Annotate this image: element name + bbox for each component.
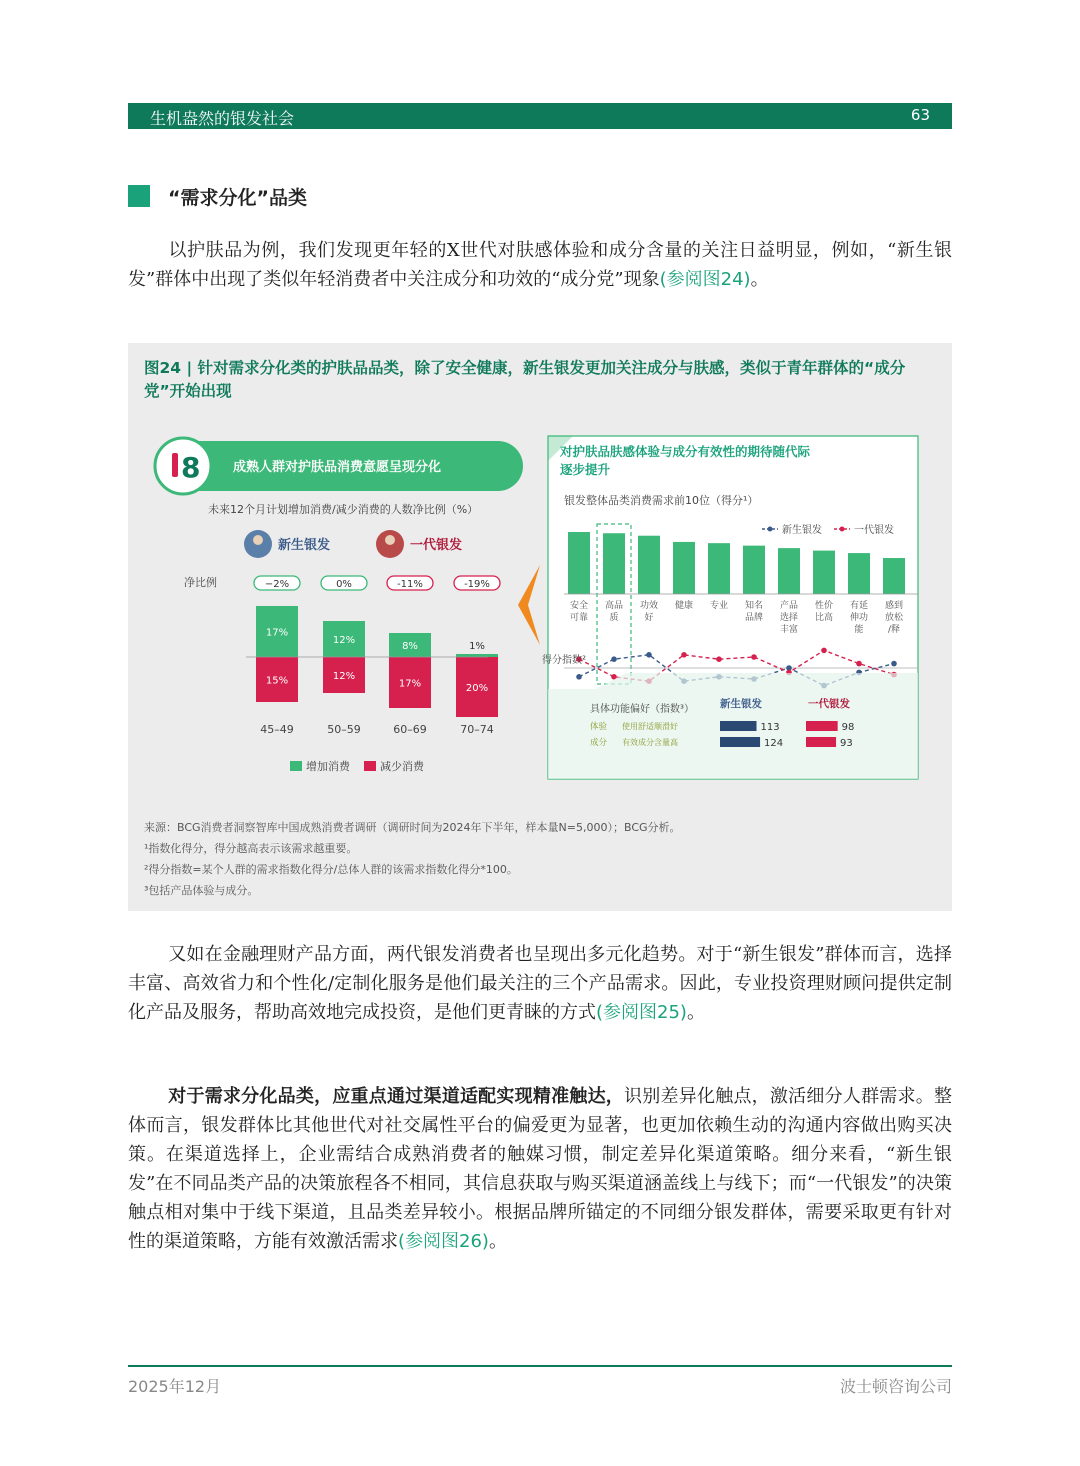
legend-decrease-swatch [364, 761, 376, 771]
demand-category-label: 放松 [884, 613, 904, 623]
index-point [891, 661, 897, 667]
func-bar-old [806, 737, 836, 747]
figure-25-reference-link[interactable]: (参阅图25) [596, 1002, 687, 1023]
demand-bar [603, 533, 625, 594]
demand-category-label: 知名 [744, 601, 764, 611]
new-silver-avatar-face [253, 535, 263, 545]
right-title-line1: 对护肤品肤感体验与成分有效性的期待随代际 [560, 444, 811, 459]
net-ratio-value: 0% [336, 579, 352, 590]
demand-bar [743, 546, 765, 594]
banner-text: 成熟人群对护肤品消费意愿呈现分化 [233, 460, 442, 475]
func-bar-old [806, 721, 838, 731]
index-point [611, 656, 617, 662]
demand-category-label: 比高 [814, 613, 834, 623]
index-point [681, 652, 687, 658]
legend-decrease: 减少消费 [380, 760, 424, 773]
bar-decrease-label: 15% [265, 675, 289, 687]
orange-chevron-arrow [518, 565, 540, 645]
section-title: “需求分化”品类 [168, 187, 307, 209]
demand-category-label: 功效 [639, 601, 659, 611]
right-title-line2: 逐步提升 [560, 462, 611, 477]
section-marker [128, 185, 150, 207]
legend-increase: 增加消费 [306, 760, 350, 773]
func-row-desc: 使用舒适顺滑好 [622, 722, 678, 731]
paragraph-1-text: 以护肤品为例，我们发现更年轻的X世代对肤感体验和成分含量的关注日益明显，例如，“新生银发”群体中出现了类似年轻消费者中关注成分和功效的“成分党”现象 [128, 240, 952, 290]
demand-category-label: /释 [887, 625, 901, 635]
paragraph-3-bold: 对于需求分化品类，应重点通过渠道适配实现精准触达， [168, 1086, 625, 1107]
demand-category-label: 健康 [674, 601, 694, 611]
figure-26-reference-link[interactable]: (参阅图26) [398, 1231, 489, 1252]
demand-category-label: 感到 [884, 601, 904, 611]
paragraph-3-text: 识别差异化触点，激活细分人群需求。整体而言，银发群体比其他世代对社交属性平台的偏爱更为显著，也更加依赖生动的沟通内容做出购买决策。在渠道选择上，企业需结合成熟消费者的触媒习惯，制定差异化渠道策略。细分来看，“新生银发”在不同品类产品的决策旅程各不相同，其信息获取与购买渠道涵盖线上与线下；而“一代银发”的决策触点相对集中于线下渠道，且品类差异较小。根据品牌所锚定的不同细分银发群体，需要采取更有针对性的渠道策略，方能有效激活需求 [128, 1086, 952, 1252]
figure-title: 图24 | 针对需求分化类的护肤品品类，除了安全健康，新生银发更加关注成分与肤感，类似于青年群体的“成分党”开始出现 [144, 359, 906, 400]
paragraph-2-text: 又如在金融理财产品方面，两代银发消费者也呈现出多元化趋势。对于“新生银发”群体而言，选择丰富、高效省力和个性化/定制化服务是他们最关注的三个产品需求。因此，专业投资理财顾问提供定制化产品及服务，帮助高效地完成投资，是他们更青睐的方式 [128, 944, 952, 1023]
index-point [646, 652, 652, 658]
index-point [856, 661, 862, 667]
figure-24 [128, 343, 952, 911]
age-label: 50–59 [327, 723, 361, 736]
demand-category-label: 伸功 [849, 613, 869, 623]
group-old-label: 一代银发 [410, 538, 463, 553]
demand-category-label: 质 [609, 613, 619, 623]
figure-note-1: ¹指数化得分，得分越高表示该需求越重要。 [144, 842, 358, 855]
bar-increase [456, 654, 498, 657]
legend-old: 一代银发 [854, 525, 894, 536]
func-row-category: 体验 [590, 722, 608, 732]
demand-category-label: 可靠 [569, 613, 589, 623]
func-row-category: 成分 [590, 738, 608, 748]
demand-category-label: 专业 [709, 601, 729, 611]
figure-24-reference-link[interactable]: (参阅图24) [659, 269, 751, 290]
demand-category-label: 安全 [569, 601, 589, 611]
demand-bar [883, 558, 905, 594]
net-ratio-value: −2% [264, 579, 290, 590]
left-panel [155, 438, 523, 773]
header-title: 生机盎然的银发社会 [150, 109, 295, 128]
legend-new: 新生银发 [782, 525, 822, 536]
legend-increase-swatch [290, 761, 302, 771]
func-col-new: 新生银发 [720, 698, 762, 710]
bar-increase-label: 17% [265, 627, 289, 639]
banner-icon-glyph: 8 [181, 451, 201, 484]
func-bar-new [720, 737, 760, 747]
age-label: 60–69 [393, 723, 427, 736]
age-label: 70–74 [460, 723, 494, 736]
demand-bar [638, 536, 660, 594]
paragraph-2 [128, 940, 952, 1027]
page-number: 63 [910, 106, 930, 124]
paragraph-2-end: 。 [686, 1002, 705, 1023]
demand-category-label: 产品 [779, 601, 799, 611]
paragraph-1-end: 。 [750, 269, 769, 290]
func-title: 具体功能偏好（指数³） [590, 704, 695, 715]
demand-bar [848, 553, 870, 594]
left-bar-chart [246, 576, 500, 736]
old-silver-avatar-face [385, 535, 395, 545]
index-point [751, 654, 757, 660]
func-row-desc: 有效成分含量高 [622, 738, 678, 747]
bar-increase-label: 8% [402, 641, 418, 652]
bar-decrease-label: 17% [398, 678, 422, 690]
figure-note-3: ³包括产品体验与成分。 [144, 884, 259, 897]
demand-category-label: 性价 [814, 601, 834, 611]
bar-increase-label: 12% [332, 635, 356, 646]
group-new-label: 新生银发 [278, 538, 331, 553]
demand-bar [778, 548, 800, 594]
demand-bar [813, 551, 835, 594]
demand-bar [708, 543, 730, 594]
demand-bar [673, 542, 695, 594]
paragraph-3-end: 。 [488, 1231, 507, 1252]
footer-date: 2025年12月 [128, 1377, 222, 1396]
header-bar [128, 103, 952, 129]
bar-increase-label: 1% [469, 641, 485, 652]
net-ratio-value: -11% [397, 579, 423, 590]
right-subtitle: 银发整体品类消费需求前10位（得分¹） [564, 494, 759, 507]
footer-divider [128, 1365, 952, 1367]
net-ratio-label: 净比例 [184, 576, 217, 589]
demand-category-label: 丰富 [779, 625, 799, 635]
bar-decrease-label: 20% [465, 683, 489, 694]
right-panel [542, 436, 918, 779]
lipstick-icon [172, 453, 178, 477]
demand-category-label: 好 [644, 613, 654, 623]
demand-category-label: 品牌 [744, 613, 764, 623]
paragraph-3 [128, 1082, 952, 1256]
index-point [576, 674, 582, 680]
func-value-old: 93 [840, 738, 853, 749]
net-ratio-value: -19% [464, 579, 490, 590]
func-value-new: 113 [760, 722, 780, 733]
index-point [821, 648, 827, 654]
demand-bar [568, 532, 590, 594]
func-value-new: 124 [764, 738, 784, 749]
figure-source: 来源：BCG消费者洞察智库中国成熟消费者调研（调研时间为2024年下半年，样本量N=5,000）；BCG分析。 [144, 821, 681, 834]
func-col-old: 一代银发 [808, 698, 850, 710]
left-subtitle: 未来12个月计划增加消费/减少消费的人数净比例（%） [208, 503, 479, 516]
age-label: 45–49 [260, 723, 294, 736]
func-value-old: 98 [841, 722, 855, 733]
demand-category-label: 有延 [849, 601, 869, 611]
score-index-label: 得分指数² [542, 655, 587, 666]
figure-note-2: ²得分指数=某个人群的需求指数化得分/总体人群的该需求指数化得分*100。 [144, 863, 518, 876]
demand-category-label: 能 [854, 625, 864, 635]
demand-category-label: 选择 [779, 613, 799, 623]
func-bar-new [720, 721, 757, 731]
footer-company: 波士顿咨询公司 [839, 1377, 952, 1396]
bar-decrease-label: 12% [332, 671, 356, 682]
index-point [716, 656, 722, 662]
paragraph-1 [128, 236, 952, 294]
demand-category-label: 高品 [604, 601, 624, 611]
